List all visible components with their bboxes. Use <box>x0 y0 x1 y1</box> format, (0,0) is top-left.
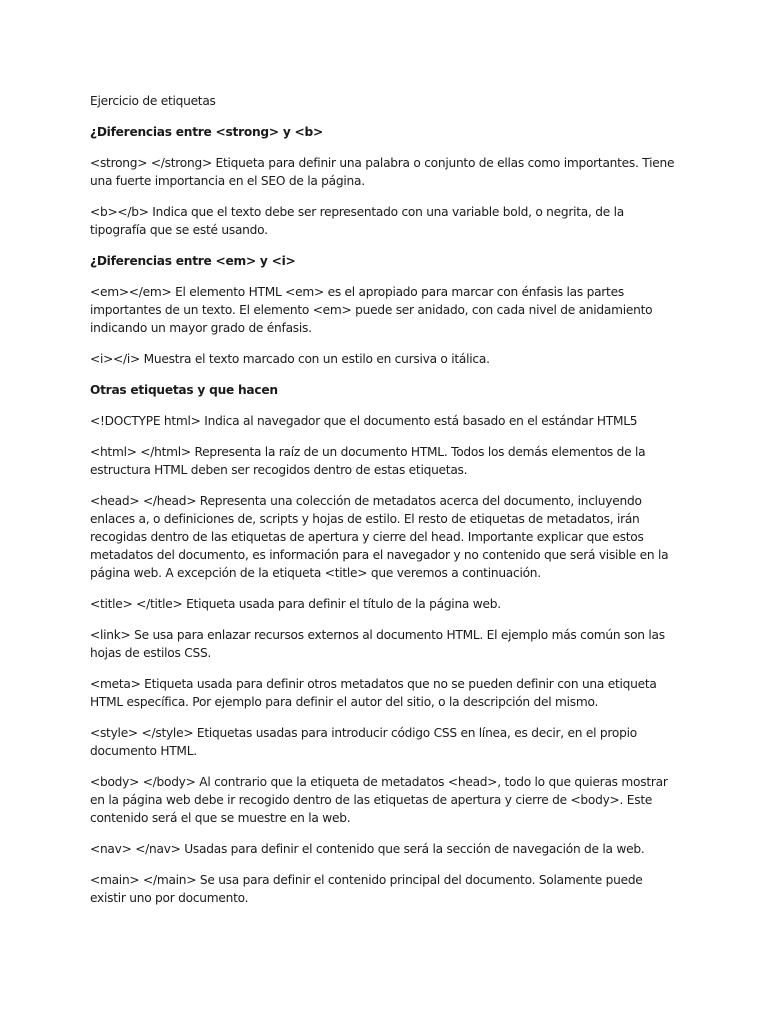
paragraph: <b></b> Indica que el texto debe ser representado con una variable bold, o negrita, de la tipografía que se esté usando. <box>90 205 624 237</box>
paragraph: <meta> Etiqueta usada para definir otros metadatos que no se pueden definir con una etiqueta HTML específica. Por ejemplo para definir el autor del sitio, o la descripción del mismo. <box>90 677 657 709</box>
section-heading: ¿Diferencias entre <strong> y <b> <box>90 125 323 139</box>
paragraph: <i></i> Muestra el texto marcado con un estilo en cursiva o itálica. <box>90 352 490 366</box>
paragraph: <link> Se usa para enlazar recursos externos al documento HTML. El ejemplo más común son las hojas de estilos CSS. <box>90 628 665 660</box>
document-body <box>90 123 680 907</box>
paragraph: <nav> </nav> Usadas para definir el contenido que será la sección de navegación de la web. <box>90 842 645 856</box>
paragraph: <strong> </strong> Etiqueta para definir una palabra o conjunto de ellas como importantes. Tiene una fuerte importancia en el SEO de la página. <box>90 156 675 188</box>
paragraph: <em></em> El elemento HTML <em> es el apropiado para marcar con énfasis las partes importantes de un texto. El elemento <em> puede ser anidado, con cada nivel de anidamiento indicando un mayor grado de énfasis. <box>90 285 653 335</box>
paragraph: <html> </html> Representa la raíz de un documento HTML. Todos los demás elementos de la estructura HTML deben ser recogidos dentro de estas etiquetas. <box>90 445 646 477</box>
paragraph: <title> </title> Etiqueta usada para definir el título de la página web. <box>90 597 501 611</box>
document-title: Ejercicio de etiquetas <box>90 94 216 108</box>
section-heading: ¿Diferencias entre <em> y <i> <box>90 254 296 268</box>
document-page <box>90 92 680 920</box>
paragraph: <style> </style> Etiquetas usadas para introducir código CSS en línea, es decir, en el propio documento HTML. <box>90 726 637 758</box>
paragraph: <!DOCTYPE html> Indica al navegador que el documento está basado en el estándar HTML5 <box>90 414 638 428</box>
paragraph: <head> </head> Representa una colección de metadatos acerca del documento, incluyendo enlaces a, o definiciones de, scripts y hojas de estilo. El resto de etiquetas de metadatos, irán recogidas dentro de las etiquetas de apertura y cierre del head. Importante explicar que estos metadatos del documento, es información para el navegador y no contenido que será visible en la página web. A excepción de la etiqueta <title> que veremos a continuación. <box>90 494 669 580</box>
paragraph: <main> </main> Se usa para definir el contenido principal del documento. Solamente puede existir uno por documento. <box>90 873 643 905</box>
section-heading: Otras etiquetas y que hacen <box>90 383 278 397</box>
paragraph: <body> </body> Al contrario que la etiqueta de metadatos <head>, todo lo que quieras mostrar en la página web debe ir recogido dentro de las etiquetas de apertura y cierre de <body>. Este contenido será el que se muestre en la web. <box>90 775 668 825</box>
